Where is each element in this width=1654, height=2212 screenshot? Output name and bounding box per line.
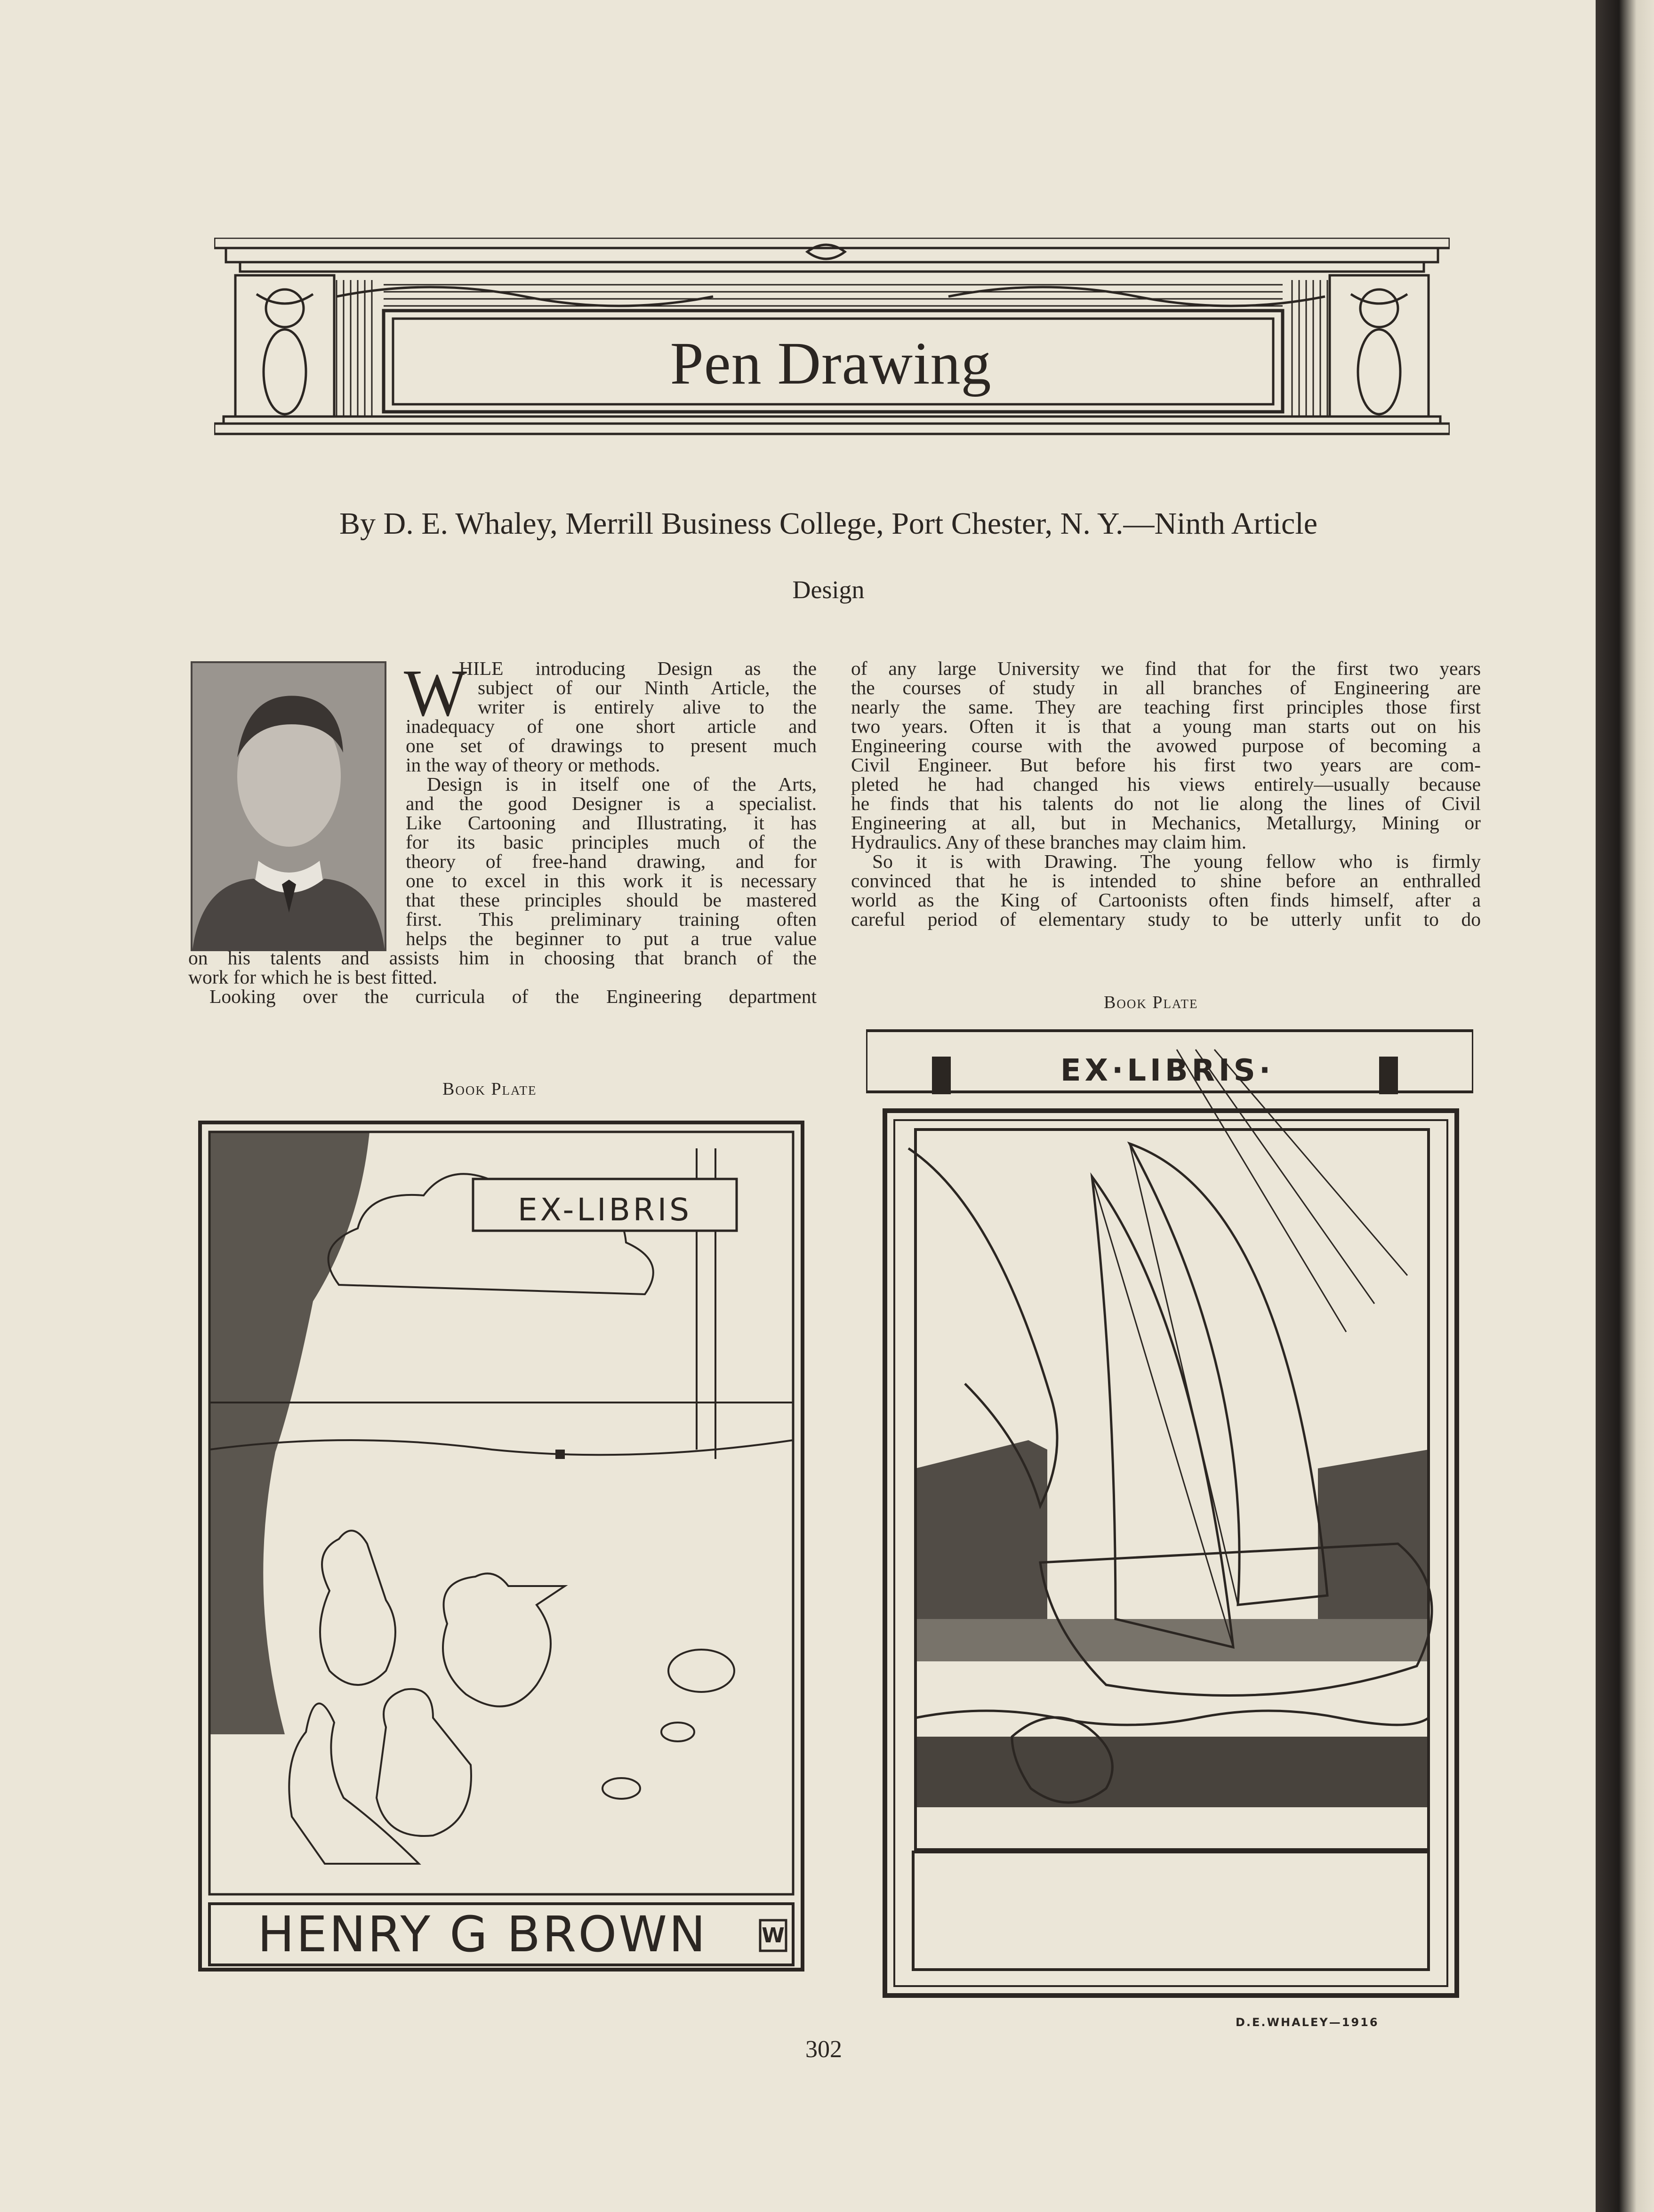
caption-right-plate: Book Plate (1104, 993, 1198, 1012)
text-line: of any large University we find that for the first two years (851, 657, 1481, 679)
drop-cap: W (404, 656, 467, 730)
text-line: HILE introducing Design as the (459, 657, 817, 679)
left-plate-monogram: W (762, 1923, 785, 1948)
text-line: Design is in itself one of the Arts, (427, 773, 817, 795)
article-right-body (851, 659, 1481, 929)
page-gutter (1596, 0, 1654, 2212)
article-left-full (188, 948, 817, 1006)
bookplate-henry-g-brown (198, 1120, 805, 1972)
text-line: world as the King of Cartoonists often finds himself, after a (851, 889, 1481, 911)
text-line: inadequacy of one short article and (406, 715, 817, 737)
text-line: Engineering at all, but in Mechanics, Metallurgy, Mining or (851, 812, 1481, 834)
text-line: Engineering course with the avowed purpose of becoming a (851, 735, 1481, 756)
article-left-indent (459, 659, 817, 678)
text-line: the courses of study in all branches of Engineering are (851, 677, 1481, 698)
byline: By D. E. Whaley, Merrill Business College, Port Chester, N. Y.—Ninth Article (339, 506, 1317, 541)
text-line: in the way of theory or methods. (406, 754, 660, 776)
right-plate-banner: EX·LIBRIS· (1060, 1053, 1275, 1088)
page-number: 302 (805, 2036, 842, 2063)
section-heading: Design (792, 576, 865, 604)
caption-left-plate: Book Plate (442, 1079, 537, 1099)
text-line: careful period of elementary study to be utterly unfit to do (851, 908, 1481, 930)
text-line: theory of free-hand drawing, and for (406, 850, 817, 872)
text-line: Like Cartooning and Illustrating, it has (406, 812, 817, 834)
text-line: and the good Designer is a specialist. (406, 793, 817, 814)
text-line: work for which he is best fitted. (188, 966, 438, 988)
text-line: Looking over the curricula of the Engineering department (209, 986, 817, 1007)
text-line: first. This preliminary training often (406, 908, 817, 930)
left-plate-owner-name: HENRY G BROWN (257, 1906, 707, 1963)
author-portrait (191, 661, 386, 951)
text-line: nearly the same. They are teaching first principles those first (851, 696, 1481, 718)
text-line: So it is with Drawing. The young fellow who is firmly (872, 850, 1481, 872)
text-line: he finds that his talents do not lie along the lines of Civil (851, 793, 1481, 814)
text-line: subject of our Ninth Article, the (478, 677, 817, 698)
text-line: helps the beginner to put a true value (406, 928, 817, 949)
page-title: Pen Drawing (670, 329, 992, 397)
text-line: on his talents and assists him in choosing that branch of the (188, 947, 817, 969)
text-line: Civil Engineer. But before his first two years are com- (851, 754, 1481, 776)
text-line: that these principles should be mastered (406, 889, 817, 911)
article-left-body (406, 717, 817, 948)
bookplate-ship (866, 1021, 1473, 2007)
text-line: one set of drawings to present much (406, 735, 817, 756)
text-line: for its basic principles much of the (406, 831, 817, 853)
text-line: one to excel in this work it is necessary (406, 870, 817, 891)
text-line: convinced that he is intended to shine before an enthralled (851, 870, 1481, 891)
text-line: Hydraulics. Any of these branches may claim him. (851, 831, 1247, 853)
text-line: two years. Often it is that a young man starts out on his (851, 715, 1481, 737)
article-left-indent-2 (478, 678, 817, 717)
text-line: writer is entirely alive to the (478, 696, 817, 718)
left-plate-banner: EX-LIBRIS (517, 1191, 692, 1228)
artist-signature: D.E.WHALEY—1916 (1236, 2016, 1379, 2029)
text-line: pleted he had changed his views entirely—usually because (851, 773, 1481, 795)
